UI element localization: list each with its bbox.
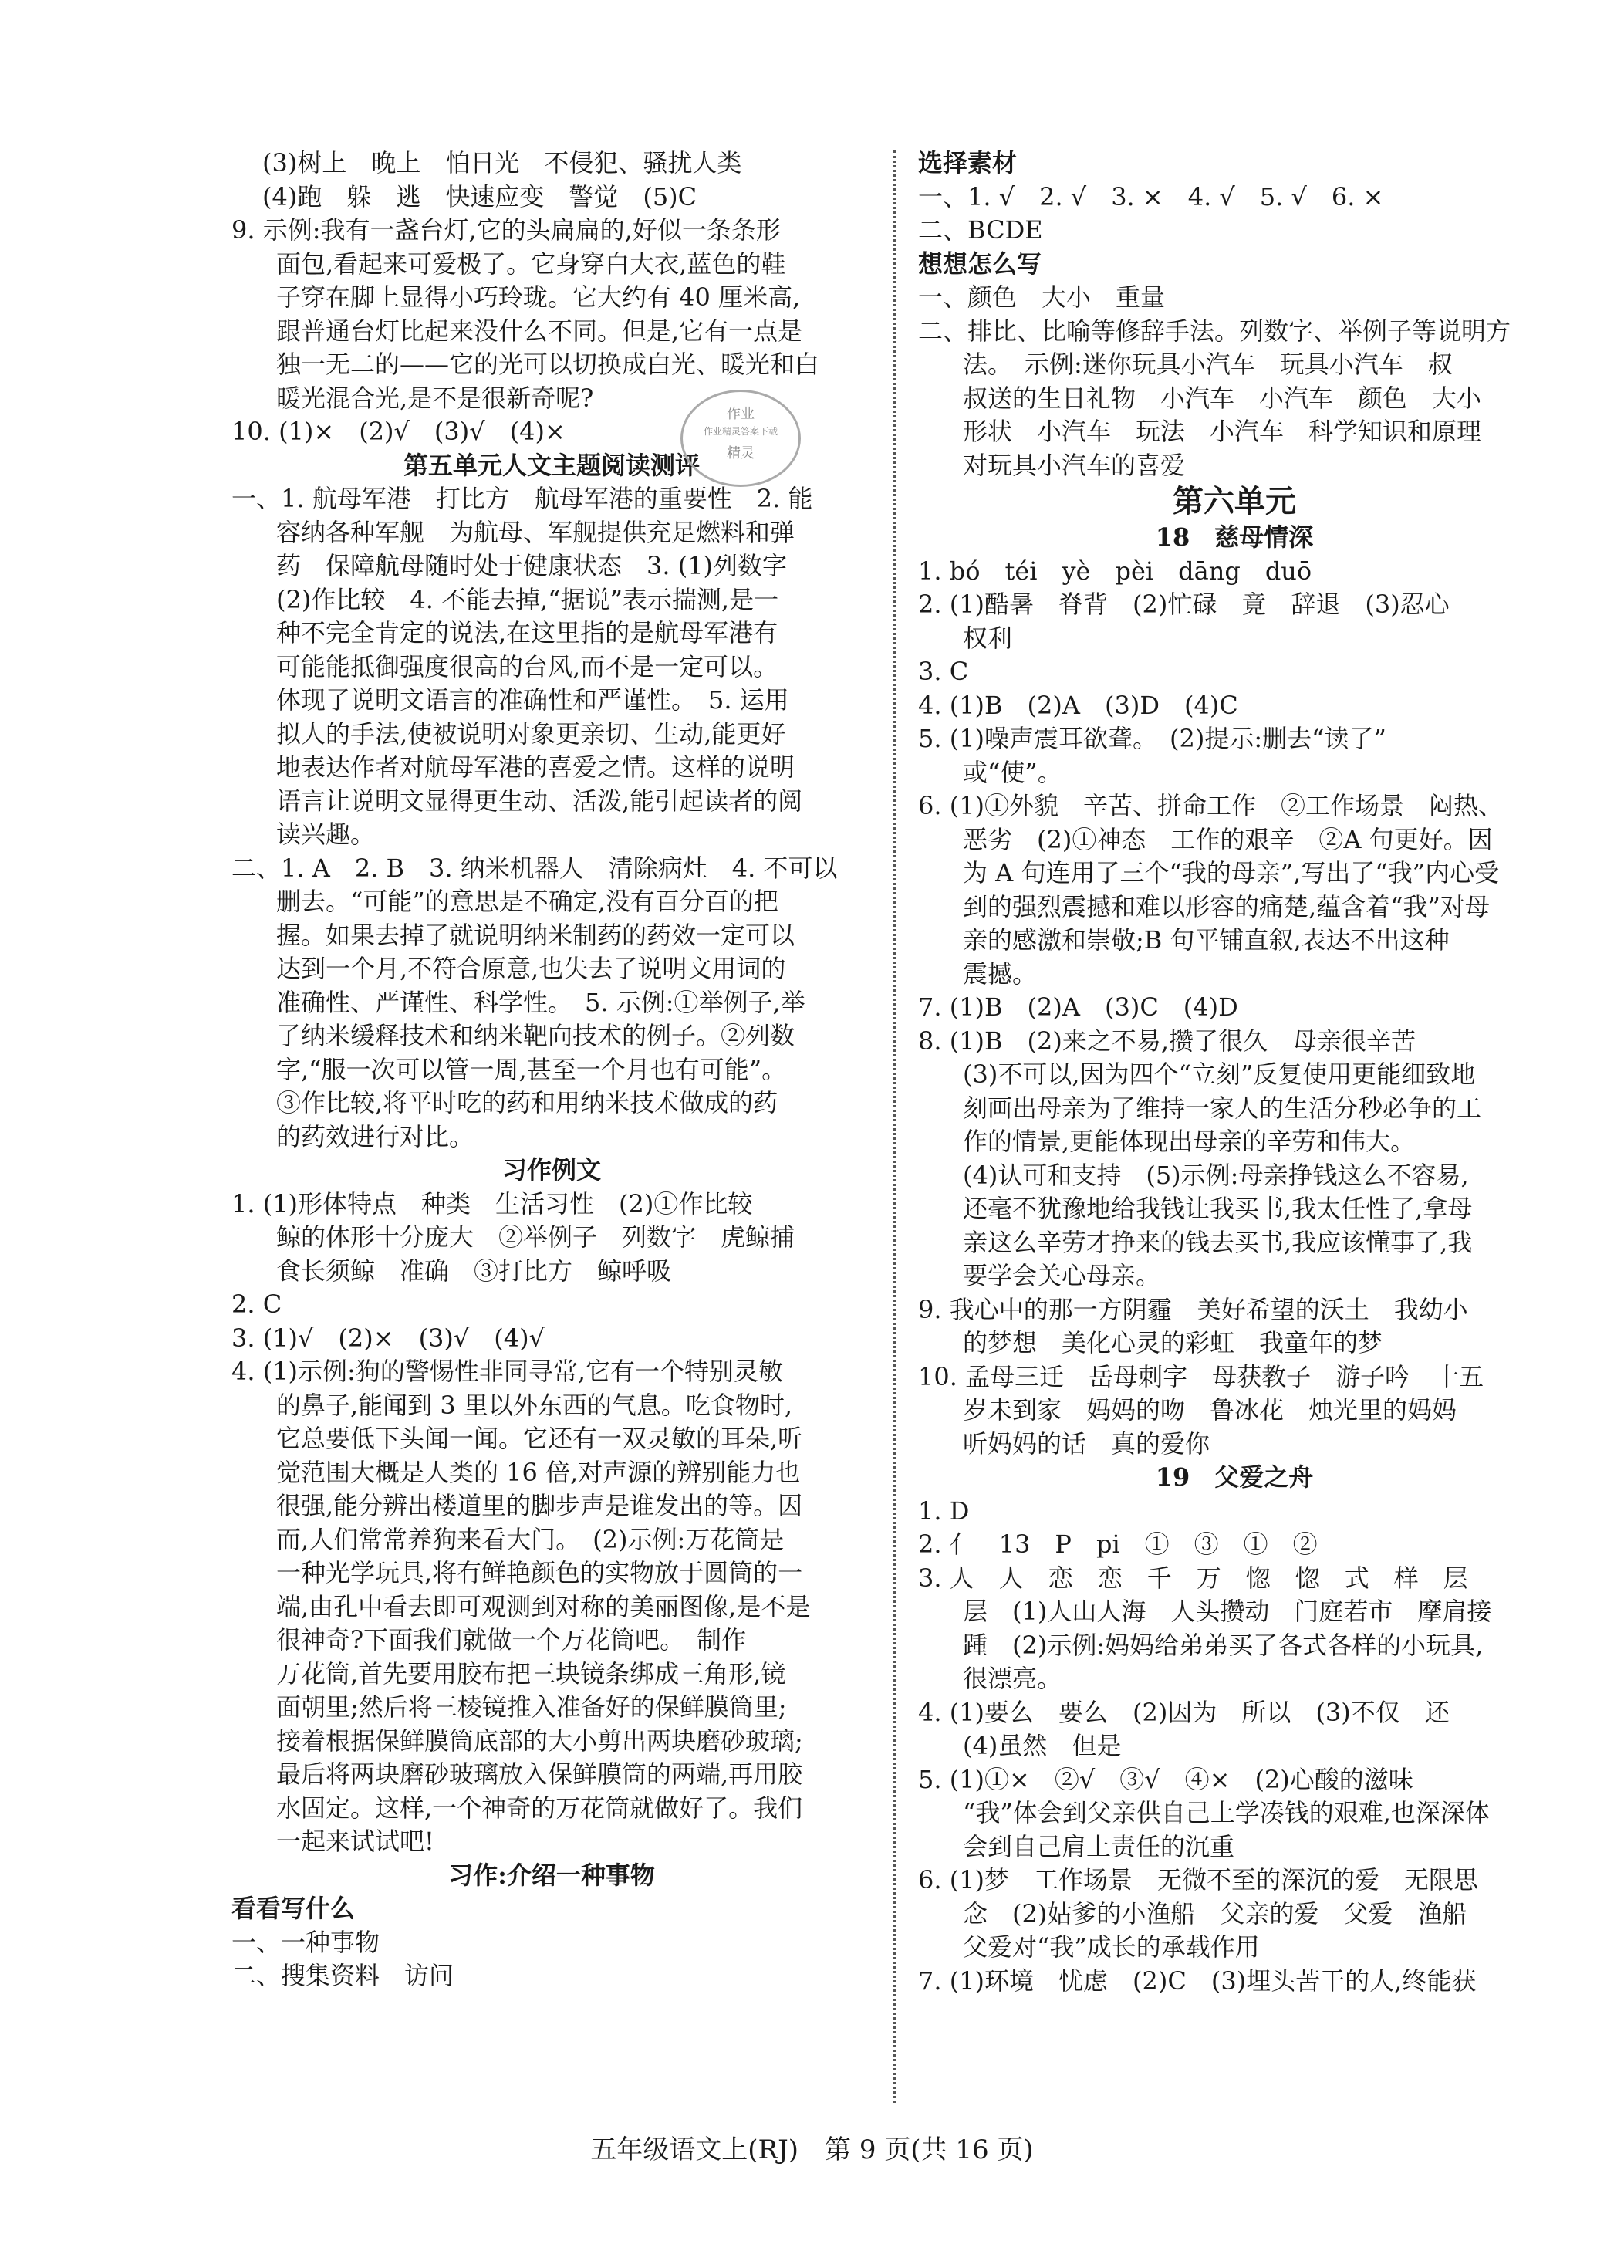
answer-line: 6. (1)梦 工作场景 无微不至的深沉的爱 无限思 [918, 1865, 1479, 1895]
answer-line: 6. (1)①外貌 辛苦、拼命工作 ②工作场景 闷热、 [918, 791, 1504, 820]
answer-line: 食长须鲸 准确 ③打比方 鲸呼吸 [276, 1256, 672, 1286]
answer-line: 1. D [918, 1496, 970, 1526]
answer-line: 二、排比、比喻等修辞手法。列数字、举例子等说明方 [918, 316, 1511, 346]
answer-line: 或“使”。 [963, 757, 1062, 787]
answer-line: 10. (1)× (2)√ (3)√ (4)× [231, 417, 566, 446]
answer-line: 面朝里;然后将三棱镜推入准备好的保鲜膜筒里; [276, 1692, 787, 1722]
answer-line: 权利 [963, 623, 1013, 653]
answer-line: 4. (1)要么 要么 (2)因为 所以 (3)不仅 还 [918, 1697, 1450, 1727]
answer-line: 跟普通台灯比起来没什么不同。但是,它有一点是 [276, 316, 803, 346]
answer-line: 5. (1)①× ②√ ③√ ④× (2)心酸的滋味 [918, 1764, 1413, 1794]
answer-line: 1. bó téi yè pèi dāng duō [918, 556, 1312, 586]
answer-line: 子穿在脚上显得小巧玲珑。它大约有 40 厘米高, [276, 282, 801, 312]
answer-line: 的鼻子,能闻到 3 里以外东西的气息。吃食物时, [276, 1390, 793, 1420]
answer-line: (4)认可和支持 (5)示例:母亲挣钱这么不容易, [963, 1160, 1469, 1190]
answer-line: 最后将两块磨砂玻璃放入保鲜膜筒的两端,再用胶 [276, 1759, 803, 1789]
answer-line: 很强,能分辨出楼道里的脚步声是谁发出的等。因 [276, 1491, 803, 1520]
answer-line: 还毫不犹豫地给我钱让我买书,我太任性了,拿母 [963, 1194, 1473, 1223]
answer-line: 一起来试试吧! [276, 1827, 434, 1856]
answer-line: 7. (1)环境 忧虑 (2)C (3)埋头苦干的人,终能获 [918, 1965, 1477, 1996]
answer-line: 念 (2)姑爹的小渔船 父亲的爱 父爱 渔船 [963, 1898, 1467, 1928]
answer-line: 独一无二的——它的光可以切换成白光、暖光和白 [276, 350, 820, 379]
answer-line: 读兴趣。 [276, 820, 376, 849]
answer-line: 8. (1)B (2)来之不易,攒了很久 母亲很辛苦 [918, 1026, 1416, 1056]
answer-line: 9. 示例:我有一盏台灯,它的头扁扁的,好似一条条形 [231, 215, 781, 245]
answer-line: 药 保障航母随时处于健康状态 3. (1)列数字 [276, 551, 788, 580]
answer-line: (3)树上 晚上 怕日光 不侵犯、骚扰人类 [262, 148, 742, 177]
answer-line: 一、颜色 大小 重量 [918, 282, 1166, 312]
answer-line: 踵 (2)示例:妈妈给弟弟买了各式各样的小玩具, [963, 1630, 1484, 1660]
answer-line: (2)作比较 4. 不能去掉,“据说”表示揣测,是一 [276, 584, 779, 614]
answer-line: 而,人们常常养狗来看大门。 (2)示例:万花筒是 [276, 1524, 785, 1554]
answer-line: 5. (1)噪声震耳欲聋。 (2)提示:删去“读了” [918, 724, 1386, 753]
answer-line: 层 (1)人山人海 人头攒动 门庭若市 摩肩接 [963, 1597, 1492, 1626]
stamp-top-text: 作业 [727, 406, 755, 422]
answer-line: 达到一个月,不符合原意,也失去了说明文用词的 [276, 954, 786, 983]
answer-line: 暖光混合光,是不是很新奇呢? [276, 383, 594, 413]
answer-line: 很漂亮。 [963, 1664, 1062, 1693]
answer-line: 二、BCDE [918, 215, 1043, 245]
answer-line: ③作比较,将平时吃的药和用纳米技术做成的药 [276, 1088, 778, 1117]
answer-line: 二、搜集资料 访问 [231, 1961, 454, 1990]
answer-line: 4. (1)示例:狗的警惕性非同寻常,它有一个特别灵敏 [231, 1357, 783, 1386]
answer-line: (3)不可以,因为四个“立刻”反复使用更能细致地 [963, 1060, 1476, 1089]
answer-line: 握。如果去掉了就说明纳米制药的药效一定可以 [276, 920, 795, 950]
answer-line: 4. (1)B (2)A (3)D (4)C [918, 690, 1238, 720]
answer-line: 7. (1)B (2)A (3)C (4)D [918, 992, 1238, 1022]
section-title: 第五单元人文主题阅读测评 [403, 450, 700, 480]
answer-line: 叔送的生日礼物 小汽车 小汽车 颜色 大小 [963, 383, 1482, 413]
answer-line: 作的情景,更能体现出母亲的辛劳和伟大。 [963, 1127, 1416, 1156]
answer-line: 准确性、严谨性、科学性。 5. 示例:①举例子,举 [276, 987, 805, 1017]
right-column [918, 147, 1551, 1998]
answer-line: 3. (1)√ (2)× (3)√ (4)√ [231, 1323, 545, 1353]
section-title: 第六单元 [1173, 483, 1296, 519]
answer-line: 万花筒,首先要用胶布把三块镜条绑成三角形,镜 [276, 1658, 786, 1688]
answer-line: 10. 孟母三迁 岳母刺字 母获教子 游子吟 十五 [918, 1361, 1484, 1391]
answer-line: 听妈妈的话 真的爱你 [963, 1428, 1210, 1458]
answer-line: 它总要低下头闻一闻。它还有一双灵敏的耳朵,听 [276, 1424, 803, 1453]
answer-line: 形状 小汽车 玩法 小汽车 科学知识和原理 [963, 417, 1482, 446]
answer-line: 水固定。这样,一个神奇的万花筒就做好了。我们 [276, 1793, 803, 1823]
answer-line: 可能能抵御强度很高的台风,而不是一定可以。 [276, 651, 778, 681]
answer-line: 一、1. 航母军港 打比方 航母军港的重要性 2. 能 [231, 484, 813, 513]
answer-line: 地表达作者对航母军港的喜爱之情。这样的说明 [276, 752, 795, 782]
answer-line: 接着根据保鲜膜筒底部的大小剪出两块磨砂玻璃; [276, 1726, 803, 1756]
column-divider [893, 150, 896, 2103]
answer-line: 容纳各种军舰 为航母、军舰提供充足燃料和弹 [276, 517, 795, 547]
answer-line: 父爱对“我”成长的承载作用 [963, 1932, 1260, 1962]
answer-line: 9. 我心中的那一方阴霾 美好希望的沃土 我幼小 [918, 1294, 1468, 1324]
subsection-title: 选择素材 [918, 148, 1018, 177]
subsection-title: 看看写什么 [231, 1894, 356, 1923]
answer-line: 的梦想 美化心灵的彩虹 我童年的梦 [963, 1328, 1383, 1357]
answer-line: 一种光学玩具,将有鲜艳颜色的实物放于圆筒的一 [276, 1558, 803, 1587]
answer-line: 为 A 句连用了三个“我的母亲”,写出了“我”内心受 [963, 858, 1500, 887]
answer-line: 2. C [231, 1289, 282, 1319]
answer-line: 端,由孔中看去即可观测到对称的美丽图像,是不是 [276, 1591, 811, 1621]
answer-line: 字,“服一次可以管一周,甚至一个月也有可能”。 [276, 1054, 787, 1084]
stamp-bottom-text: 精灵 [727, 445, 755, 461]
answer-line: 种不完全肯定的说法,在这里指的是航母军港有 [276, 618, 778, 647]
answer-line: (4)虽然 但是 [963, 1731, 1122, 1760]
stamp-middle-text: 作业精灵答案下载 [703, 426, 778, 437]
section-title: 18 慈母情深 [1155, 522, 1314, 552]
answer-line: 要学会关心母亲。 [963, 1261, 1161, 1290]
answer-line: 法。 示例:迷你玩具小汽车 玩具小汽车 叔 [963, 350, 1453, 379]
answer-line: (4)跑 躲 逃 快速应变 警觉 (5)C [262, 181, 697, 211]
answer-line: 亲的感激和崇敬;B 句平铺直叙,表达不出这种 [963, 925, 1450, 955]
answer-line: 2. 亻 13 P pi ① ③ ① ② [918, 1529, 1318, 1559]
answer-line: 2. (1)酷暑 脊背 (2)忙碌 竟 辞退 (3)忍心 [918, 590, 1450, 619]
answer-line: 会到自己肩上责任的沉重 [963, 1831, 1235, 1861]
subsection-title: 想想怎么写 [918, 248, 1042, 279]
answer-line: 语言让说明文显得更生动、活泼,能引起读者的阅 [276, 786, 803, 816]
answer-line: 了纳米缓释技术和纳米靶向技术的例子。②列数 [276, 1021, 795, 1050]
answer-line: 亲这么辛劳才挣来的钱去买书,我应该懂事了,我 [963, 1227, 1473, 1257]
answer-line: 1. (1)形体特点 种类 生活习性 (2)①作比较 [231, 1188, 753, 1219]
answer-line: 3. 人 人 恋 恋 千 万 惚 惚 式 样 层 [918, 1563, 1468, 1593]
answer-line: 鲸的体形十分庞大 ②举例子 列数字 虎鲸捕 [276, 1222, 795, 1252]
answer-line: 震撼。 [963, 958, 1038, 989]
watermark-stamp [680, 390, 801, 487]
answer-line: 觉范围大概是人类的 16 倍,对声源的辨别能力也 [276, 1457, 801, 1487]
answer-line: 删去。“可能”的意思是不确定,没有百分百的把 [276, 887, 778, 916]
answer-line: 的药效进行对比。 [276, 1121, 474, 1151]
page-footer: 五年级语文上(RJ) 第 9 页(共 16 页) [590, 2134, 1034, 2165]
answer-line: 刻画出母亲为了维持一家人的生活分秒必争的工 [963, 1093, 1482, 1123]
section-title: 习作例文 [501, 1155, 601, 1185]
answer-line: 到的强烈震撼和难以形容的痛楚,蕴含着“我”对母 [963, 891, 1490, 921]
answer-line: 拟人的手法,使被说明对象更亲切、生动,能更好 [276, 718, 786, 749]
answer-line: 二、1. A 2. B 3. 纳米机器人 清除病灶 4. 不可以 [231, 853, 838, 883]
answer-line: “我”体会到父亲供自己上学凑钱的艰难,也深深体 [963, 1798, 1490, 1827]
answer-line: 面包,看起来可爱极了。它身穿白大衣,蓝色的鞋 [276, 248, 786, 279]
answer-line: 一、1. √ 2. √ 3. × 4. √ 5. √ 6. × [918, 181, 1384, 211]
answer-line: 恶劣 (2)①神态 工作的艰辛 ②A 句更好。因 [963, 824, 1493, 854]
answer-line: 一、一种事物 [231, 1927, 380, 1957]
section-title: 19 父爱之舟 [1155, 1462, 1314, 1492]
answer-line: 很神奇?下面我们就做一个万花筒吧。 制作 [276, 1625, 747, 1655]
answer-line: 对玩具小汽车的喜爱 [963, 450, 1186, 480]
answer-line: 3. C [918, 657, 969, 686]
section-title: 习作:介绍一种事物 [448, 1860, 655, 1890]
answer-line: 体现了说明文语言的准确性和严谨性。 5. 运用 [276, 685, 789, 715]
answer-line: 岁未到家 妈妈的吻 鲁冰花 烛光里的妈妈 [963, 1395, 1457, 1425]
